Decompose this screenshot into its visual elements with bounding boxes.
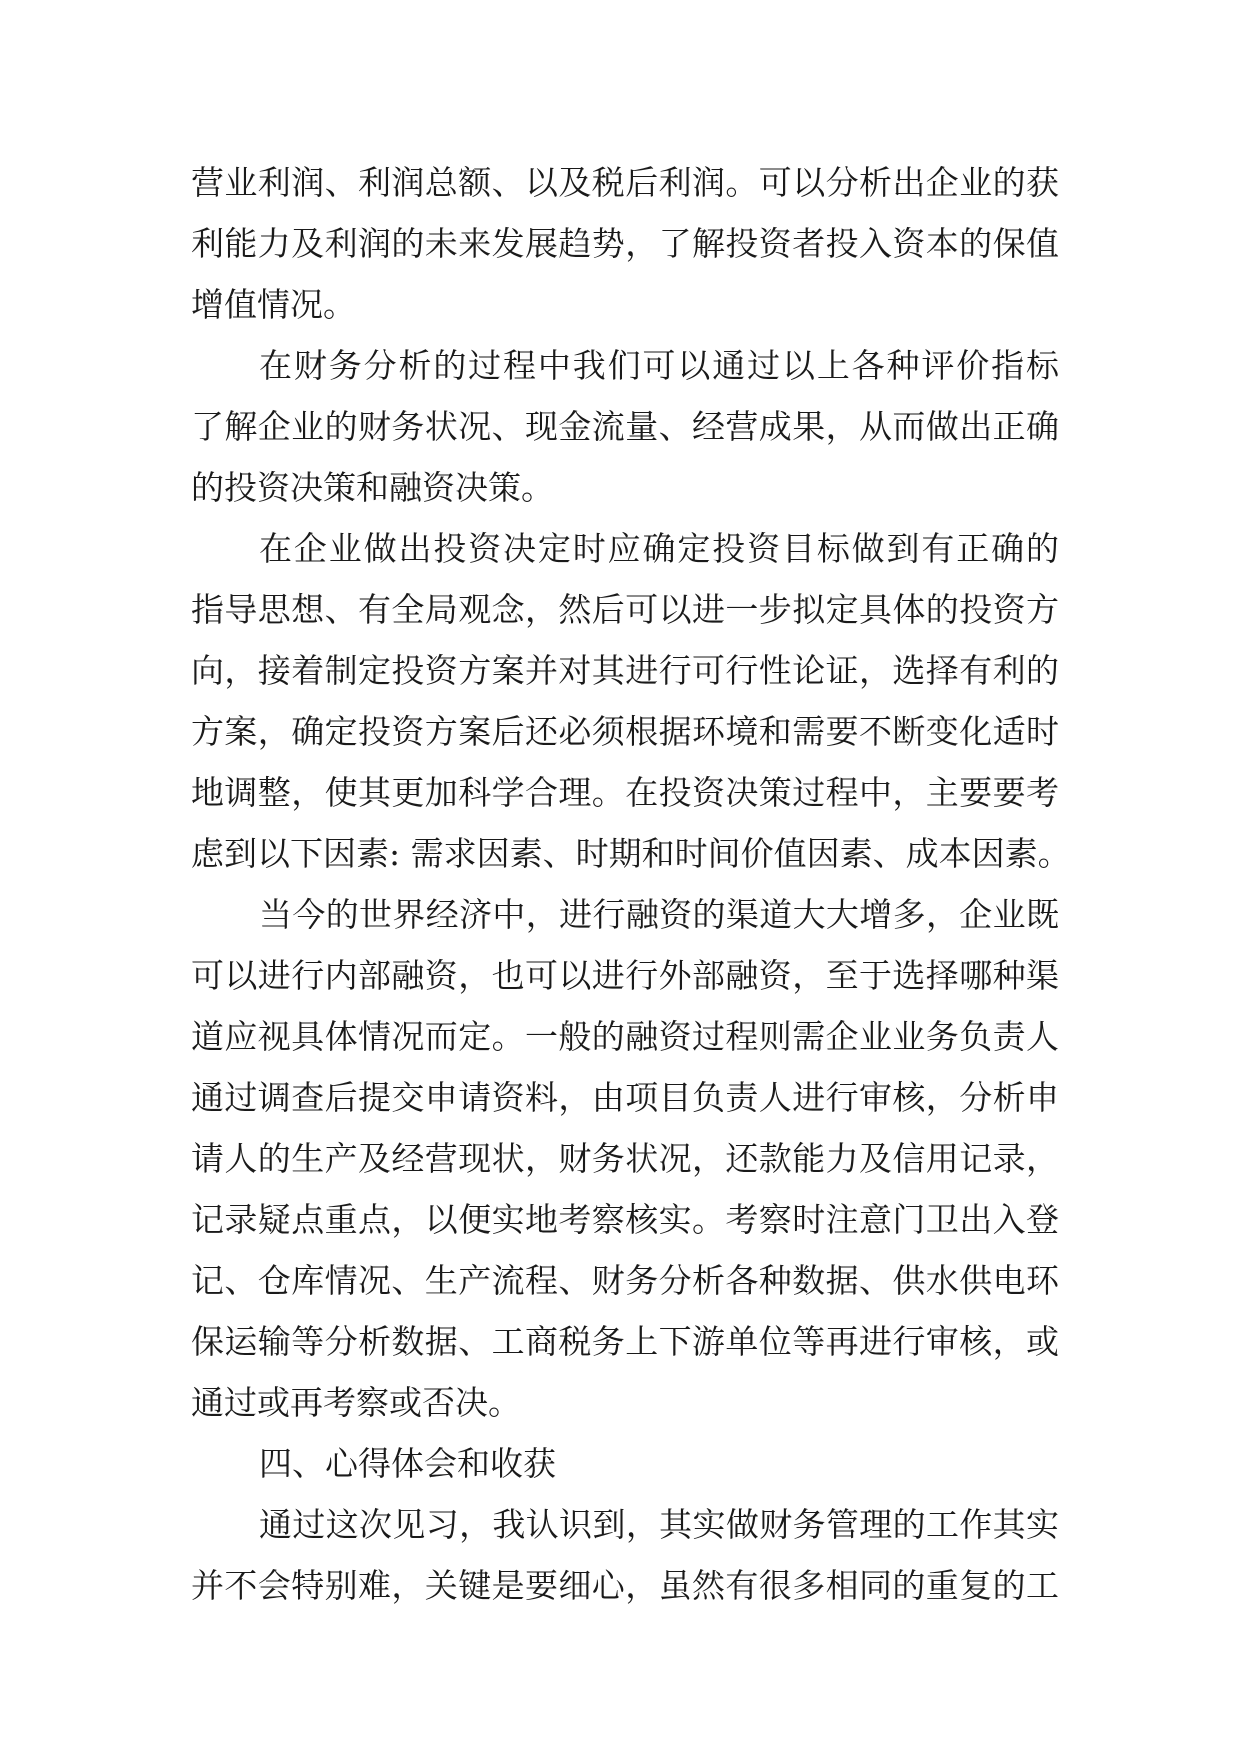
text-line: 地调整，使其更加科学合理。在投资决策过程中，主要要考: [191, 773, 1059, 812]
text-line: 通过或再考察或否决。: [191, 1383, 521, 1422]
text-line: 指导思想、有全局观念，然后可以进一步拟定具体的投资方: [191, 590, 1059, 629]
text-line: 并不会特别难，关键是要细心，虽然有很多相同的重复的工: [191, 1566, 1059, 1605]
text-line: 当今的世界经济中，进行融资的渠道大大增多，企业既: [259, 895, 1059, 934]
text-line: 在企业做出投资决定时应确定投资目标做到有正确的: [259, 529, 1059, 568]
text-line: 记录疑点重点，以便实地考察核实。考察时注意门卫出入登: [191, 1200, 1059, 1239]
text-line: 增值情况。: [191, 285, 356, 324]
text-line: 虑到以下因素: 需求因素、时期和时间价值因素、成本因素。: [191, 834, 1071, 873]
text-line: 营业利润、利润总额、以及税后利润。可以分析出企业的获: [191, 163, 1059, 202]
text-line: 通过调查后提交申请资料，由项目负责人进行审核，分析申: [191, 1078, 1059, 1117]
text-line: 可以进行内部融资，也可以进行外部融资，至于选择哪种渠: [191, 956, 1059, 995]
text-line: 的投资决策和融资决策。: [191, 468, 554, 507]
text-line: 利能力及利润的未来发展趋势，了解投资者投入资本的保值: [191, 224, 1059, 263]
text-line: 道应视具体情况而定。一般的融资过程则需企业业务负责人: [191, 1017, 1059, 1056]
text-line: 请人的生产及经营现状，财务状况，还款能力及信用记录，: [191, 1139, 1059, 1178]
text-line: 记、仓库情况、生产流程、财务分析各种数据、供水供电环: [191, 1261, 1059, 1300]
text-line: 向，接着制定投资方案并对其进行可行性论证，选择有利的: [191, 651, 1059, 690]
body-text: [191, 152, 1071, 1616]
text-line: 通过这次见习，我认识到，其实做财务管理的工作其实: [259, 1505, 1059, 1544]
section-heading: 四、心得体会和收获: [259, 1444, 556, 1483]
text-line: 在财务分析的过程中我们可以通过以上各种评价指标: [259, 346, 1059, 385]
text-line: 保运输等分析数据、工商税务上下游单位等再进行审核，或: [191, 1322, 1059, 1361]
text-line: 了解企业的财务状况、现金流量、经营成果，从而做出正确: [191, 407, 1059, 446]
text-line: 方案，确定投资方案后还必须根据环境和需要不断变化适时: [191, 712, 1059, 751]
